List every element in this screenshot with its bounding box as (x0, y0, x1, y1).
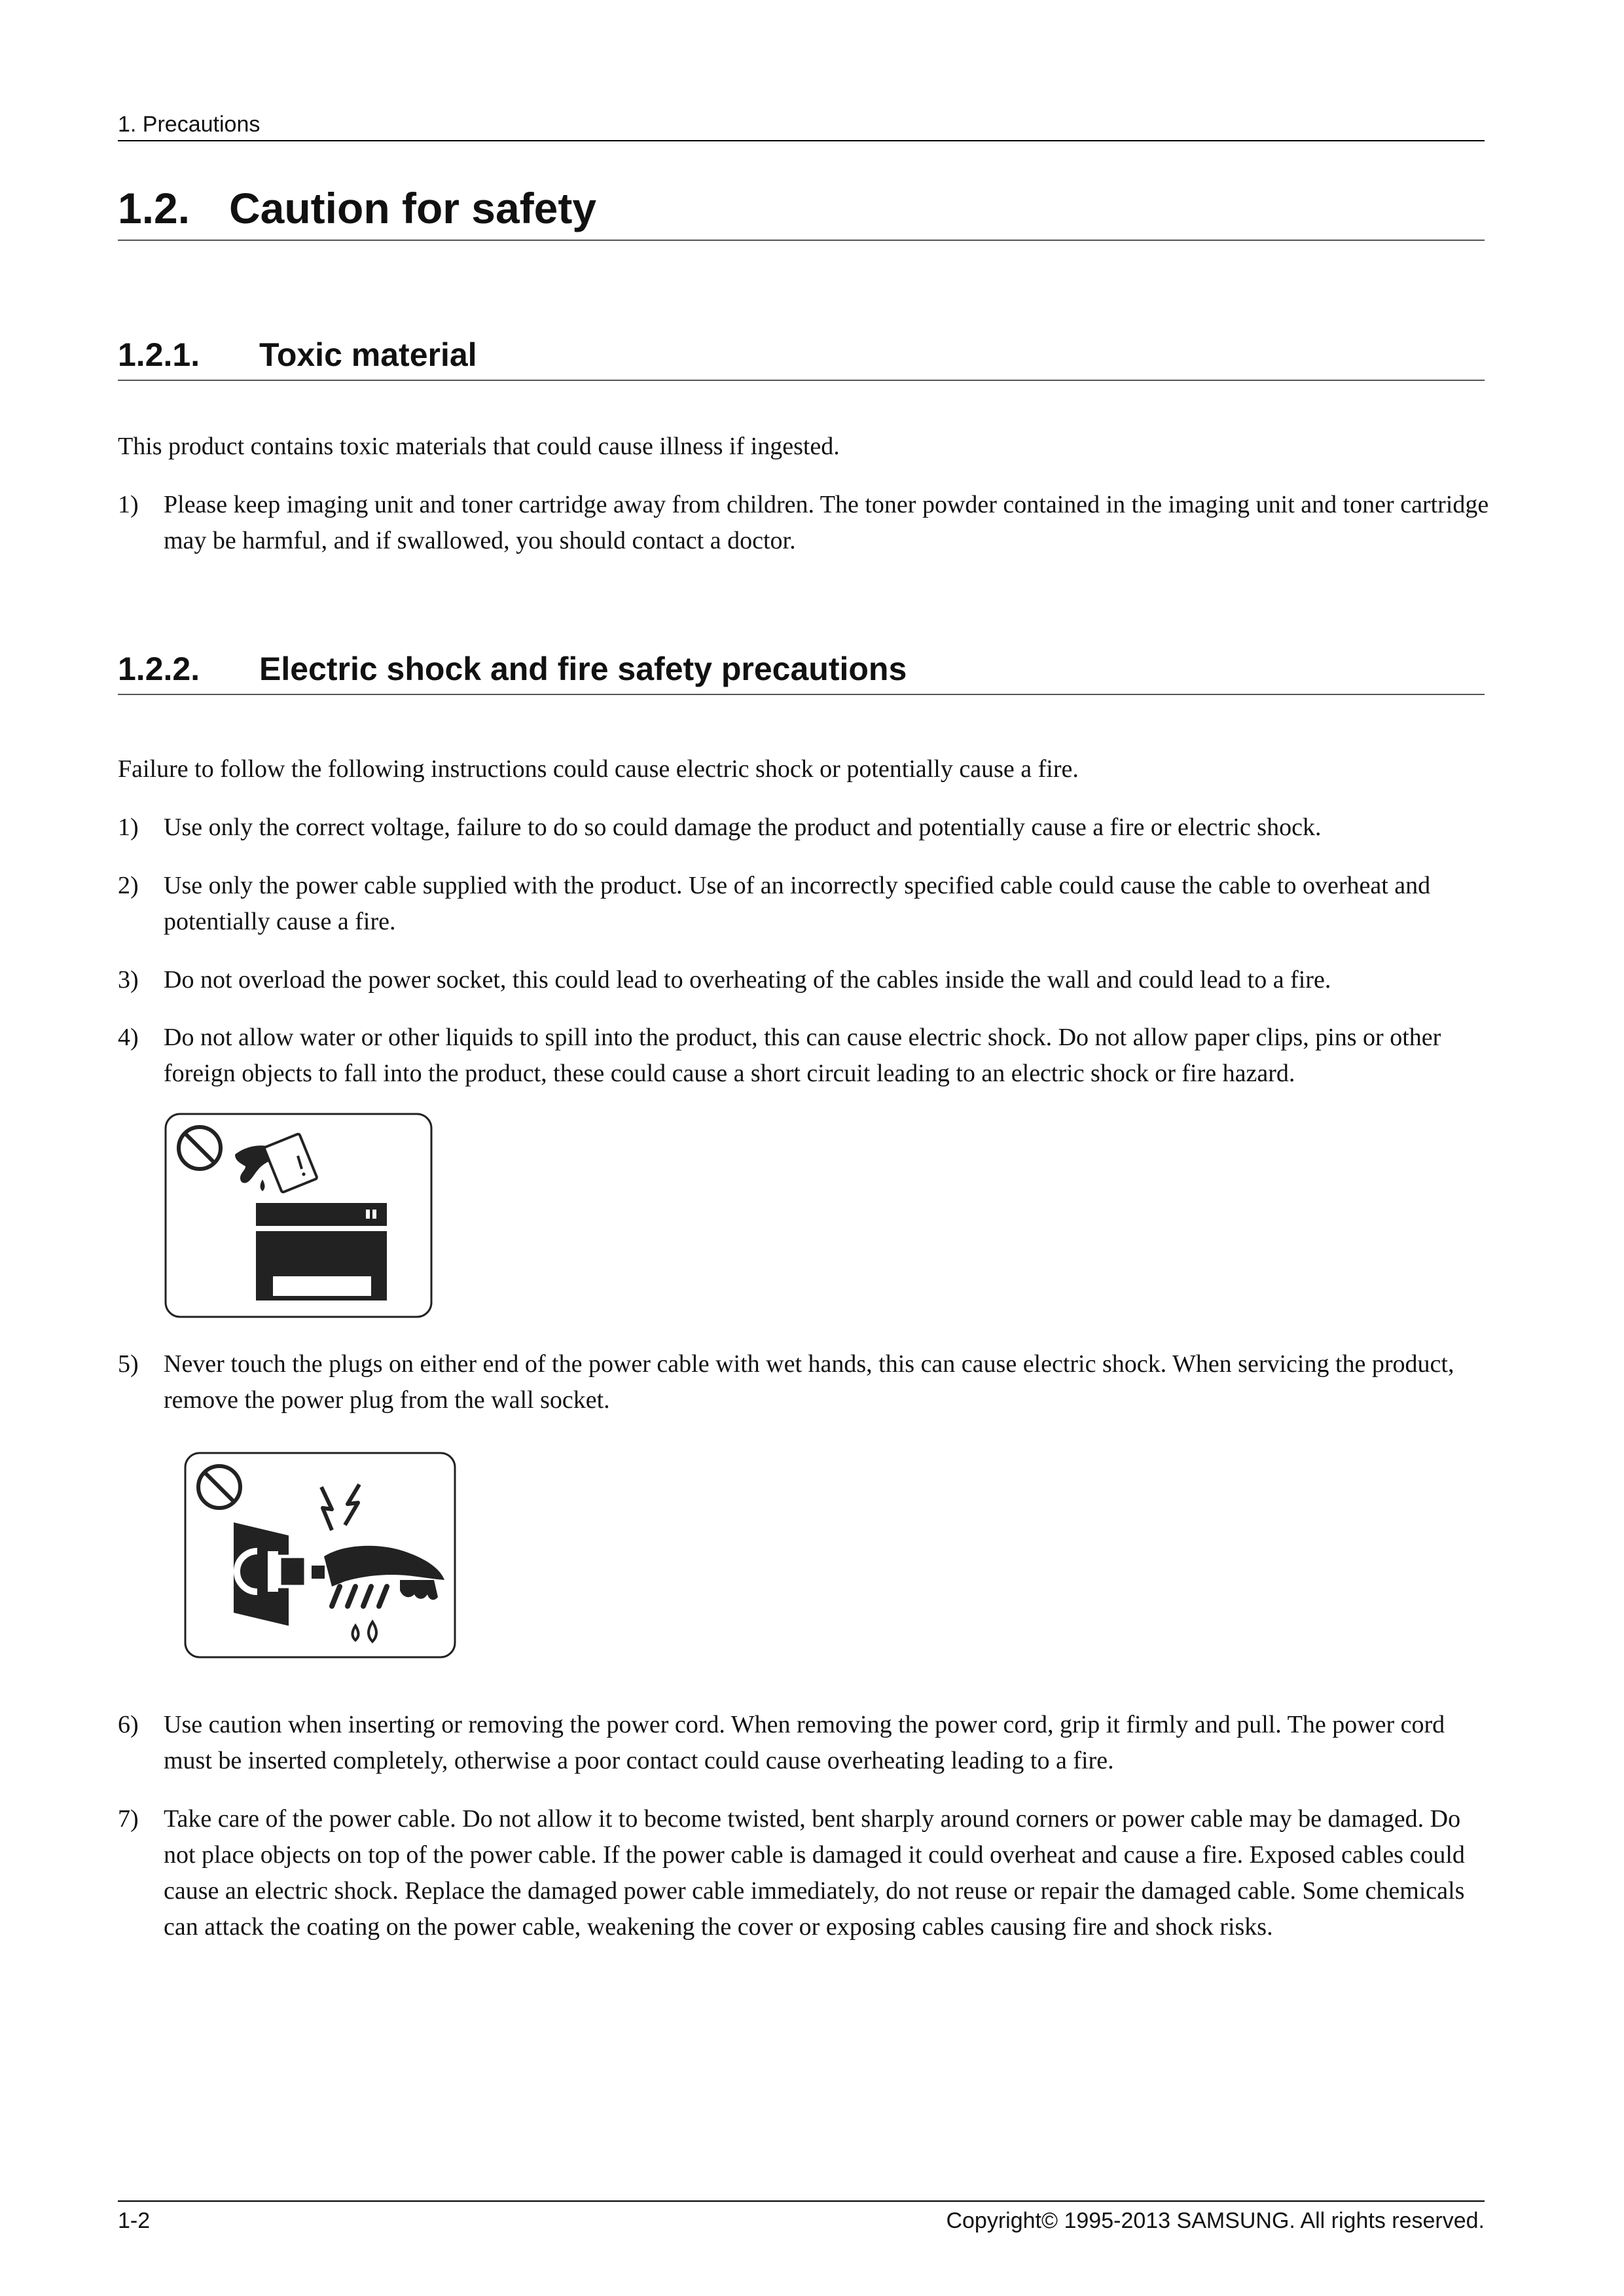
list-item-number: 3) (118, 966, 139, 994)
list-item (118, 487, 1492, 559)
list-item-text: Please keep imaging unit and toner cartridge away from children. The toner powder contained in the imaging unit and toner cartridge may be harmful, and if swallowed, you should contact a doctor. (164, 491, 1489, 554)
list-item-text: Use only the power cable supplied with the product. Use of an incorrectly specified cable could cause the cable to overheat and potentially cause a fire. (164, 872, 1431, 935)
list-item-text: Use only the correct voltage, failure to do so could damage the product and potentially cause a fire or electric shock. (164, 814, 1322, 841)
list-item-number: 5) (118, 1350, 139, 1378)
subsection-title: Electric shock and fire safety precautions (259, 651, 907, 687)
page-footer (118, 2200, 1485, 2237)
list-item (118, 810, 1492, 846)
list-item (118, 1020, 1492, 1092)
page-number: 1-2 (118, 2208, 151, 2233)
no-wet-hands-on-plug-icon (184, 1452, 456, 1662)
list-item-text: Do not allow water or other liquids to spill into the product, this can cause electric shock. Do not allow paper clips, pins or other foreign objects to fall into the product, these could cause a short circuit leading to an electric shock or fire hazard. (164, 1024, 1441, 1087)
subsection-title: Toxic material (259, 336, 477, 373)
list-item-text: Use caution when inserting or removing the power cord. When removing the power cord, grip it firmly and pull. The power cord must be inserted completely, otherwise a poor contact could cause overheating leading to a fire. (164, 1711, 1445, 1774)
list-item-text: Never touch the plugs on either end of the power cable with wet hands, this can cause electric shock. When servicing the product, remove the power plug from the wall socket. (164, 1350, 1454, 1414)
toxic-intro: This product contains toxic materials that could cause illness if ingested. (118, 433, 840, 460)
list-item (118, 1707, 1492, 1779)
list-item-text: Take care of the power cable. Do not allow it to become twisted, bent sharply around corners or power cable may be damaged. Do not place objects on top of the power cable. If the power cable is damaged it could overheat and cause a fire. Exposed cables could cause an electric shock. Replace the damaged power cable immediately, do not reuse or repair the damaged cable. Some chemicals can attack the coating on the power cable, weakening the cover or exposing cables causing fire and shock risks. (164, 1805, 1465, 1941)
subsection-heading-toxic (118, 334, 1485, 381)
list-item-text: Do not overload the power socket, this could lead to overheating of the cables inside the wall and could lead to a fire. (164, 966, 1331, 994)
list-item-number: 1) (118, 814, 139, 841)
list-item-number: 1) (118, 491, 139, 518)
list-item (118, 1346, 1492, 1418)
electric-intro: Failure to follow the following instructions could cause electric shock or potentially cause a fire. (118, 755, 1079, 783)
list-item (118, 1801, 1492, 1945)
list-item (118, 962, 1492, 998)
section-title: Caution for safety (229, 184, 597, 232)
section-number: 1.2. (118, 184, 190, 232)
running-header-title: 1. Precautions (118, 112, 261, 137)
subsection-heading-electric (118, 648, 1485, 695)
section-heading (118, 181, 1485, 241)
copyright-notice: Copyright© 1995-2013 SAMSUNG. All rights reserved. (946, 2208, 1485, 2233)
list-item-number: 4) (118, 1024, 139, 1051)
list-item (118, 868, 1492, 940)
subsection-number: 1.2.1. (118, 336, 200, 373)
subsection-number: 1.2.2. (118, 651, 200, 687)
running-header (118, 110, 1485, 141)
list-item-number: 2) (118, 872, 139, 899)
list-item-number: 6) (118, 1711, 139, 1738)
no-liquids-or-objects-into-printer-icon (164, 1113, 433, 1321)
list-item-number: 7) (118, 1805, 139, 1833)
